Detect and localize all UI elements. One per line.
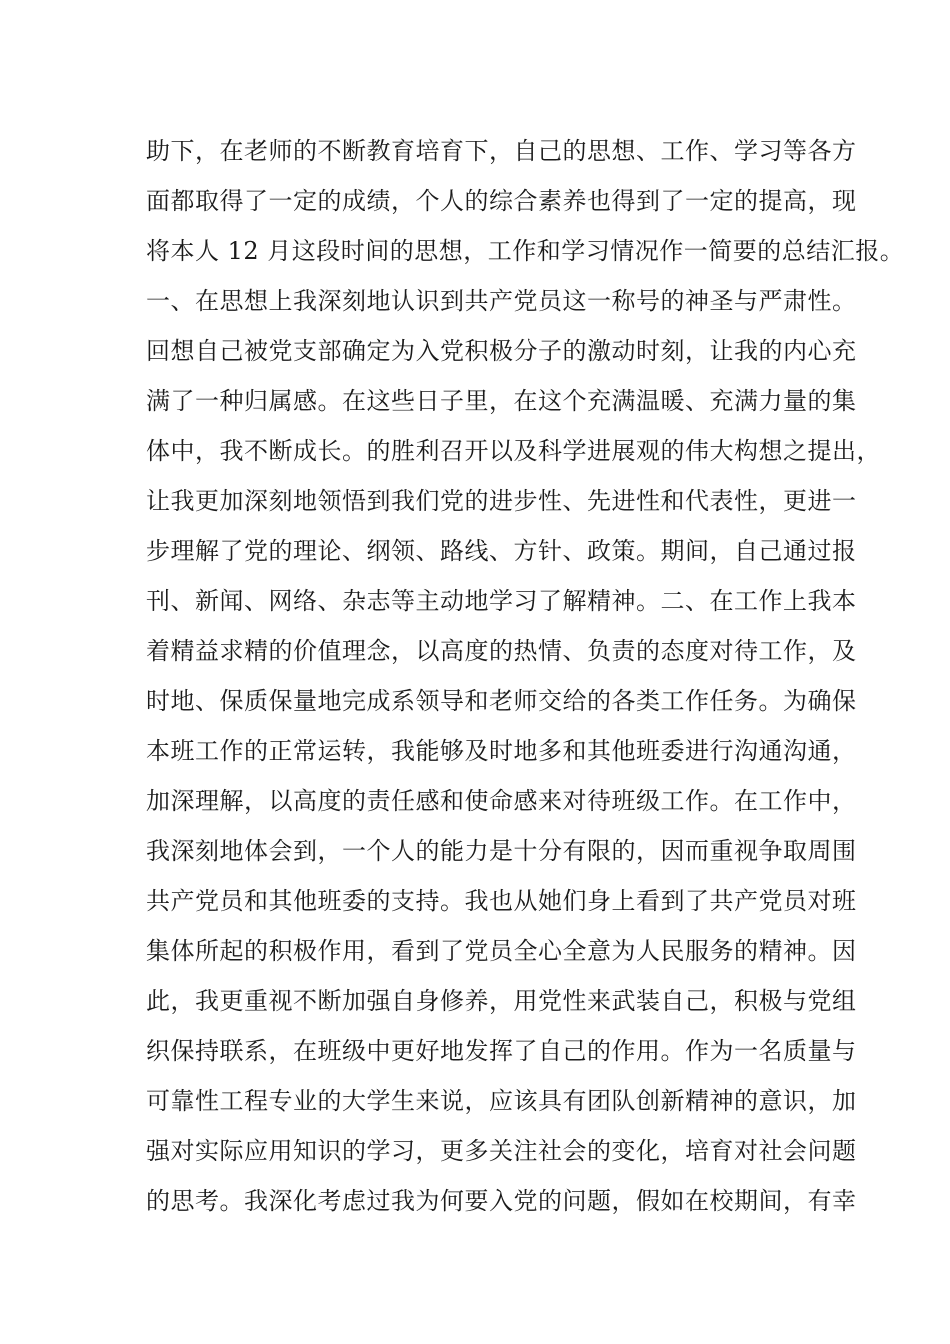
text-line: 回想自己被党支部确定为入党积极分子的激动时刻，让我的内心充 <box>146 337 857 365</box>
text-line: 的思考。我深化考虑过我为何要入党的问题，假如在校期间，有幸 <box>146 1187 857 1215</box>
text-line: 将本人 12 月这段时间的思想，工作和学习情况作一简要的总结汇报。 <box>146 237 905 265</box>
text-line: 让我更加深刻地领悟到我们党的进步性、先进性和代表性，更进一 <box>146 487 857 515</box>
text-line: 织保持联系，在班级中更好地发挥了自己的作用。作为一名质量与 <box>146 1037 857 1065</box>
body-text <box>146 126 905 1226</box>
text-line: 加深理解，以高度的责任感和使命感来对待班级工作。在工作中， <box>146 787 857 815</box>
text-line: 可靠性工程专业的大学生来说，应该具有团队创新精神的意识，加 <box>146 1087 857 1115</box>
text-line: 体中，我不断成长。的胜利召开以及科学进展观的伟大构想之提出， <box>146 437 881 465</box>
text-line: 强对实际应用知识的学习，更多关注社会的变化，培育对社会问题 <box>146 1137 857 1165</box>
text-line: 时地、保质保量地完成系领导和老师交给的各类工作任务。为确保 <box>146 687 857 715</box>
text-line: 我深刻地体会到，一个人的能力是十分有限的，因而重视争取周围 <box>146 837 857 865</box>
text-line: 一、在思想上我深刻地认识到共产党员这一称号的神圣与严肃性。 <box>146 287 857 315</box>
text-line: 此，我更重视不断加强自身修养，用党性来武装自己，积极与党组 <box>146 987 857 1015</box>
text-line: 步理解了党的理论、纲领、路线、方针、政策。期间，自己通过报 <box>146 537 857 565</box>
text-line: 共产党员和其他班委的支持。我也从她们身上看到了共产党员对班 <box>146 887 857 915</box>
text-line: 刊、新闻、网络、杂志等主动地学习了解精神。二、在工作上我本 <box>146 587 857 615</box>
text-line: 着精益求精的价值理念，以高度的热情、负责的态度对待工作，及 <box>146 637 857 665</box>
text-line: 面都取得了一定的成绩，个人的综合素养也得到了一定的提高，现 <box>146 187 857 215</box>
text-line: 本班工作的正常运转，我能够及时地多和其他班委进行沟通沟通， <box>146 737 857 765</box>
text-line: 满了一种归属感。在这些日子里，在这个充满温暖、充满力量的集 <box>146 387 857 415</box>
text-line: 集体所起的积极作用，看到了党员全心全意为人民服务的精神。因 <box>146 937 857 965</box>
text-line: 助下，在老师的不断教育培育下，自己的思想、工作、学习等各方 <box>146 137 857 165</box>
